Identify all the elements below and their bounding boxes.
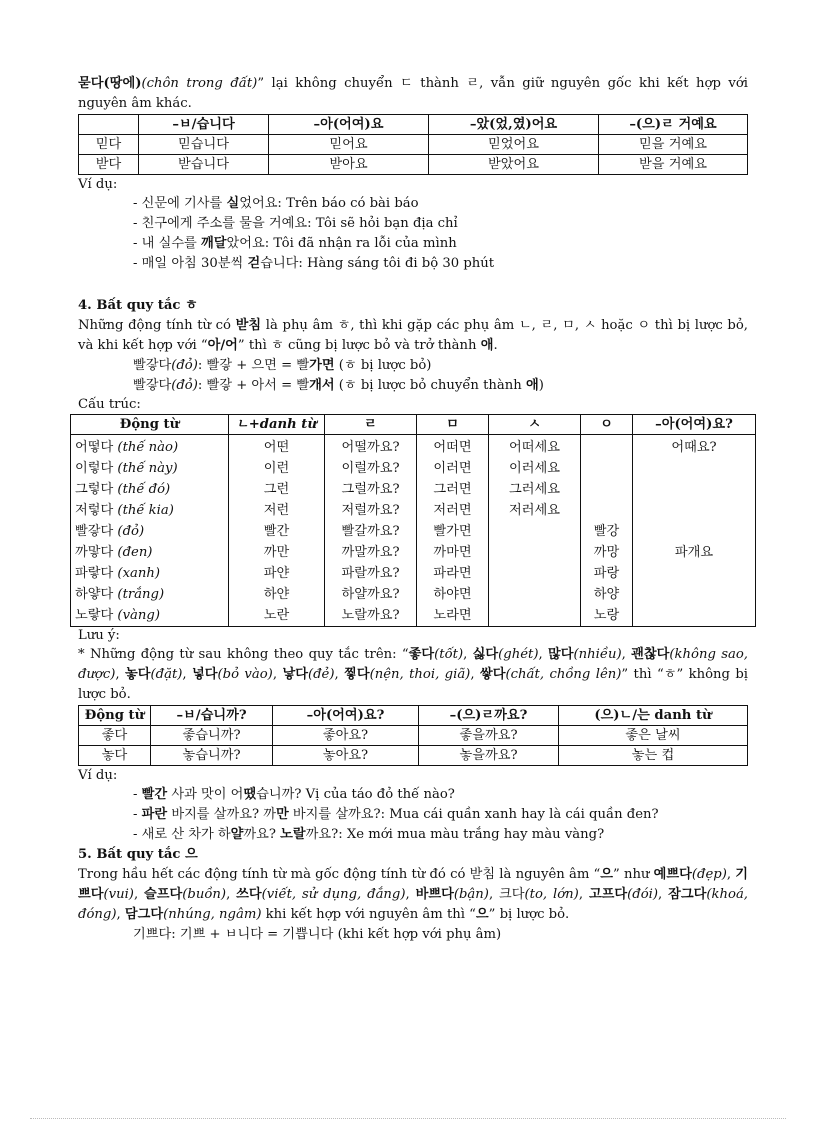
text-run: 으 — [600, 867, 614, 882]
form: 빨간 — [263, 524, 290, 539]
text-run: (đặt) — [150, 667, 183, 682]
text-run: là nguyên âm “ — [495, 867, 601, 882]
header-cell: ㄹ — [325, 415, 417, 435]
header-cell: –았(었,였)어요 — [429, 115, 599, 135]
list-item — [133, 254, 748, 274]
text: (ㅎ bị lược bỏ chuyển thành — [334, 378, 526, 393]
text-run: 습니까? Vị của táo đỏ thế nào? — [256, 787, 455, 802]
form: 까마면 — [433, 545, 472, 560]
text-run: (bỏ vào) — [217, 667, 273, 682]
text-run: 낳다 — [282, 667, 308, 682]
text-run: 많다 — [548, 647, 574, 662]
text-run: - — [133, 787, 142, 802]
table-row — [71, 435, 756, 627]
text: là phụ âm ㅎ, thì khi gặp các phụ âm ㄴ, ㄹ, ㅁ, ㅅ hoặc ㅇ thì bị lược bỏ, và khi kết hợp với “ — [78, 318, 749, 353]
verb-meaning: (thế nào) — [117, 440, 179, 455]
text-run: , — [578, 887, 589, 902]
cell: 좋을까요? — [419, 726, 559, 746]
structure-label: Cấu trúc: — [78, 397, 141, 412]
cell: 놓아요? — [273, 746, 419, 766]
form: 이러세요 — [509, 461, 560, 476]
cell: 믿었어요 — [429, 135, 599, 155]
text-run: Trong hầu hết các động tính từ mà gốc động tính từ đó có — [78, 867, 470, 882]
verb: 파랗다 — [75, 566, 114, 581]
header-cell: –(으)ㄹ 거예요 — [599, 115, 748, 135]
text-run: 땠 — [243, 787, 257, 802]
example-label: Ví dụ: — [78, 177, 118, 192]
header-cell: ㅅ — [489, 415, 581, 435]
section-5-title: 5. Bất quy tắc 으 — [78, 847, 198, 862]
cell: 좋습니까? — [151, 726, 273, 746]
cell: 받았어요 — [429, 155, 599, 175]
form: 그러세요 — [509, 482, 560, 497]
text: (ㅎ bị lược bỏ) — [334, 358, 432, 373]
ex-text: - 내 실수를 — [133, 236, 201, 251]
header-cell: Động từ — [79, 706, 151, 726]
header-cell — [79, 115, 139, 135]
verb: 이렇다 — [75, 461, 114, 476]
ex-text: 습니다: Hàng sáng tôi đi bộ 30 phút — [260, 256, 495, 271]
text-run: , — [463, 647, 473, 662]
cell: 좋아요? — [273, 726, 419, 746]
text-run: 바지를 살까요?: Mua cái quần xanh hay là cái quần đen? — [288, 807, 659, 822]
form: 까망 — [593, 545, 620, 560]
text-run: , — [226, 887, 237, 902]
example-label-2: Ví dụ: — [78, 768, 118, 783]
table-conjugation-1 — [78, 114, 748, 175]
l-form-cell — [325, 435, 417, 627]
form: 하얀 — [263, 587, 290, 602]
text: 빨갛다 — [133, 378, 172, 393]
verbs-cell — [71, 435, 229, 627]
verb-meaning: (vàng) — [117, 608, 160, 623]
text-run: ” thì “ㅎ” không bị lược bỏ. — [78, 667, 749, 702]
text-run: (bận) — [453, 887, 489, 902]
text-run: 놓다 — [125, 667, 151, 682]
table-row — [79, 726, 748, 746]
verb: 그렇다 — [75, 482, 114, 497]
section-5-example: 기쁘다: 기쁘 + ㅂ니다 = 기쁩니다 (khi kết hợp với phụ âm) — [133, 927, 502, 942]
header-cell — [229, 415, 325, 435]
form: 빨가면 — [433, 524, 472, 539]
cell: 믿습니다 — [139, 135, 269, 155]
text-run: (to, lớn) — [524, 887, 579, 902]
text-run: (vui) — [103, 887, 134, 902]
table-h-irregular — [70, 414, 756, 627]
text-run: (đói) — [627, 887, 659, 902]
text-run: 바지를 살까요? 까 — [167, 807, 276, 822]
text-run: , 크다 — [488, 887, 525, 902]
text: : 빨갛 + 아서 = 빨 — [197, 378, 310, 393]
s-form-cell — [489, 435, 581, 627]
table-row — [79, 155, 748, 175]
text-run: 잠그다 — [668, 887, 707, 902]
note-label: Lưu ý: — [78, 628, 120, 643]
form: 저러면 — [433, 503, 472, 518]
form: 그런 — [263, 482, 290, 497]
section-4-paragraph — [78, 316, 748, 356]
text-run: - 새로 산 차가 하 — [133, 827, 231, 842]
cell: 믿을 거예요 — [599, 135, 748, 155]
intro-paragraph — [78, 74, 748, 114]
text-run: (tốt) — [434, 647, 464, 662]
verb: 하얗다 — [75, 587, 114, 602]
form: 저러세요 — [509, 503, 560, 518]
text-run: 빨간 — [141, 787, 168, 802]
text-run: 으 — [475, 907, 489, 922]
cell: 놓습니까? — [151, 746, 273, 766]
page-footer-line — [30, 1118, 786, 1119]
form: 노랄까요? — [341, 608, 400, 623]
table-exceptions — [78, 705, 748, 766]
ex-bold: 걷 — [247, 256, 261, 271]
cell: 받다 — [79, 155, 139, 175]
text-run: 얄 — [230, 827, 244, 842]
verb-meaning: (thế kia) — [117, 503, 174, 518]
text-run: , — [334, 667, 345, 682]
text: (đỏ) — [171, 378, 198, 393]
cell: 받아요 — [269, 155, 429, 175]
list-item — [133, 805, 748, 825]
list-item — [133, 214, 748, 234]
header-cell: (으)ㄴ/는 danh từ — [559, 706, 748, 726]
section-4-example-2 — [78, 376, 748, 396]
form: 어떠면 — [433, 440, 472, 455]
text-run: (nhúng, ngâm) — [163, 907, 262, 922]
text-run: 만 — [275, 807, 289, 822]
text-run: ” như — [613, 867, 654, 882]
example-list — [78, 194, 748, 274]
text-run: ” bị lược bỏ. — [488, 907, 570, 922]
n-form-cell — [229, 435, 325, 627]
text-run: 싫다 — [472, 647, 499, 662]
text-run: , — [272, 667, 283, 682]
intro-rest: ” lại không chuyển ㄷ thành ㄹ, vẫn giữ nguyên gốc khi kết hợp với nguyên âm khác. — [78, 76, 748, 111]
cell: 좋다 — [79, 726, 151, 746]
text-run: 예쁘다 — [653, 867, 692, 882]
example-list-2 — [78, 785, 748, 845]
form: 노랑 — [593, 608, 620, 623]
text-run: 좋다 — [408, 647, 435, 662]
text-run: 쓰다 — [236, 887, 262, 902]
header-text: ㄴ+danh từ — [235, 417, 317, 432]
table-row — [79, 746, 748, 766]
form: 어떤 — [263, 440, 290, 455]
text: 받침 — [235, 318, 262, 333]
list-item — [133, 825, 748, 845]
text-run: 바쁘다 — [415, 887, 454, 902]
form: 어떠세요 — [509, 440, 560, 455]
header-cell: –아(어여)요 — [269, 115, 429, 135]
ex-text: - 매일 아침 30분씩 — [133, 256, 248, 271]
text-run: - — [133, 807, 142, 822]
cell: 놓는 컵 — [559, 746, 748, 766]
verb-meaning: (thế này) — [117, 461, 178, 476]
header-cell: –아(어여)요? — [633, 415, 756, 435]
text-run: (đẻ) — [307, 667, 335, 682]
form: 빨강 — [593, 524, 620, 539]
korean-word: 묻다 — [78, 76, 104, 91]
text: (đỏ) — [171, 358, 198, 373]
form: 까말까요? — [341, 545, 400, 560]
form: 빨갈까요? — [341, 524, 400, 539]
text: 개서 — [309, 378, 335, 393]
text-run: (đẹp) — [691, 867, 727, 882]
form: 노란 — [263, 608, 290, 623]
text-run: , — [621, 647, 632, 662]
verb: 까맣다 — [75, 545, 114, 560]
ex-bold: 실 — [226, 196, 240, 211]
text-run: (ghét) — [498, 647, 539, 662]
form: 이러면 — [433, 461, 472, 476]
header-cell: –(으)ㄹ까요? — [419, 706, 559, 726]
verb: 저렇다 — [75, 503, 114, 518]
cell: 믿다 — [79, 135, 139, 155]
verb-meaning: (trắng) — [117, 587, 165, 602]
table-row — [79, 135, 748, 155]
text-run: 쌓다 — [479, 667, 506, 682]
text-run: 넣다 — [192, 667, 218, 682]
text: 빨갛다 — [133, 358, 172, 373]
text: . — [493, 338, 498, 353]
verb-meaning: (xanh) — [117, 566, 160, 581]
header-cell: –아(어여)요? — [273, 706, 419, 726]
verb-meaning: (thế đó) — [117, 482, 171, 497]
text: ) — [538, 378, 544, 393]
meaning: (chôn trong đất) — [141, 76, 258, 91]
text-run: 슬프다 — [144, 887, 183, 902]
form: 노라면 — [433, 608, 472, 623]
text-run: 고프다 — [588, 887, 628, 902]
form: 그럴까요? — [341, 482, 400, 497]
header-cell: –ㅂ/습니까? — [151, 706, 273, 726]
text-run: , — [726, 867, 736, 882]
text-run: (buồn) — [182, 887, 227, 902]
text-run: (viết, sử dụng, đắng) — [261, 887, 406, 902]
verb: 빨갛다 — [75, 524, 114, 539]
verb-meaning: (đen) — [117, 545, 153, 560]
section-5-paragraph — [78, 865, 748, 925]
cell: 놓다 — [79, 746, 151, 766]
text-run: 파란 — [141, 807, 168, 822]
form: 파개요 — [674, 545, 714, 560]
ex-text: 었어요: Trên báo có bài báo — [239, 196, 419, 211]
form: 파랄까요? — [341, 566, 400, 581]
text-run: 괜찮다 — [631, 647, 670, 662]
cell: 받을 거예요 — [599, 155, 748, 175]
form: 그러면 — [433, 482, 472, 497]
form: 이런 — [263, 461, 290, 476]
text-run: 사과 맛이 어 — [167, 787, 244, 802]
cell: 놓을까요? — [419, 746, 559, 766]
text-run: 까요? — [243, 827, 281, 842]
text-run: , — [182, 667, 193, 682]
korean-paren: (땅에) — [103, 76, 142, 91]
form: 어떨까요? — [341, 440, 400, 455]
text-run: , — [133, 887, 145, 902]
a-form-cell — [633, 435, 756, 627]
ex-text: 았어요: Tôi đã nhận ra lỗi của mình — [226, 236, 457, 251]
form: 하얄까요? — [341, 587, 400, 602]
m-form-cell — [417, 435, 489, 627]
text-run: (chất, chồng lên) — [505, 667, 622, 682]
form: 하양 — [593, 587, 620, 602]
text: 아/어 — [207, 338, 238, 353]
o-form-cell — [581, 435, 633, 627]
document-page — [75, 74, 749, 945]
text-run: , — [116, 907, 125, 922]
cell: 좋은 날씨 — [559, 726, 748, 746]
text: 가면 — [309, 358, 335, 373]
form: 이럴까요? — [341, 461, 400, 476]
text-run: , — [115, 667, 126, 682]
text-run: * Những động từ sau không theo quy tắc trên: “ — [78, 647, 409, 662]
ex-bold: 깨달 — [201, 236, 227, 251]
list-item — [133, 785, 748, 805]
header-cell: ㅁ — [417, 415, 489, 435]
text-run: 기쁘다 — [78, 867, 748, 902]
header-cell: –ㅂ/습니다 — [139, 115, 269, 135]
form: 파라면 — [433, 566, 472, 581]
list-item — [133, 194, 748, 214]
cell: 받습니다 — [139, 155, 269, 175]
verb: 어떻다 — [75, 440, 114, 455]
header-cell: Động từ — [71, 415, 229, 435]
cell: 믿어요 — [269, 135, 429, 155]
text-run: 받침 — [469, 867, 496, 882]
list-item — [133, 234, 748, 254]
text-run: khi kết hợp với nguyên âm thì “ — [261, 907, 476, 922]
text: ” thì ㅎ cũng bị lược bỏ và trở thành — [237, 338, 481, 353]
text-run: , — [405, 887, 416, 902]
note-paragraph — [78, 645, 748, 705]
text: Những động tính từ có — [78, 318, 236, 333]
text-run: (khoá, đóng) — [78, 887, 748, 922]
text-run: (nện, thoi, giã) — [369, 667, 471, 682]
verb: 노랗다 — [75, 608, 114, 623]
text: : 빨갛 + 으면 = 빨 — [197, 358, 310, 373]
text-run: 까요?: Xe mới mua màu trắng hay màu vàng? — [305, 827, 605, 842]
text-run: 노랄 — [280, 827, 306, 842]
section-4-example-1 — [78, 356, 748, 376]
form: 파랑 — [593, 566, 620, 581]
form: 어때요? — [671, 440, 717, 455]
form: 저런 — [263, 503, 290, 518]
text-run: 담그다 — [124, 907, 164, 922]
text-run: (nhiều) — [573, 647, 622, 662]
form: 까만 — [263, 545, 290, 560]
text-run: , — [658, 887, 669, 902]
form: 하야면 — [433, 587, 472, 602]
form: 파얀 — [263, 566, 290, 581]
section-4-title: 4. Bất quy tắc ㅎ — [78, 298, 198, 313]
text-run: , — [470, 667, 480, 682]
text: 애 — [525, 378, 539, 393]
ex-text: - 친구에게 주소를 물을 거예요: Tôi sẽ hỏi bạn địa chỉ — [133, 216, 458, 231]
verb-meaning: (đỏ) — [117, 524, 145, 539]
text-run: , — [538, 647, 549, 662]
form: 저럴까요? — [341, 503, 400, 518]
text-run: (không sao, được) — [78, 647, 749, 682]
header-cell: ㅇ — [581, 415, 633, 435]
text: 애 — [480, 338, 494, 353]
text-run: 찧다 — [344, 667, 370, 682]
ex-text: - 신문에 기사를 — [133, 196, 227, 211]
